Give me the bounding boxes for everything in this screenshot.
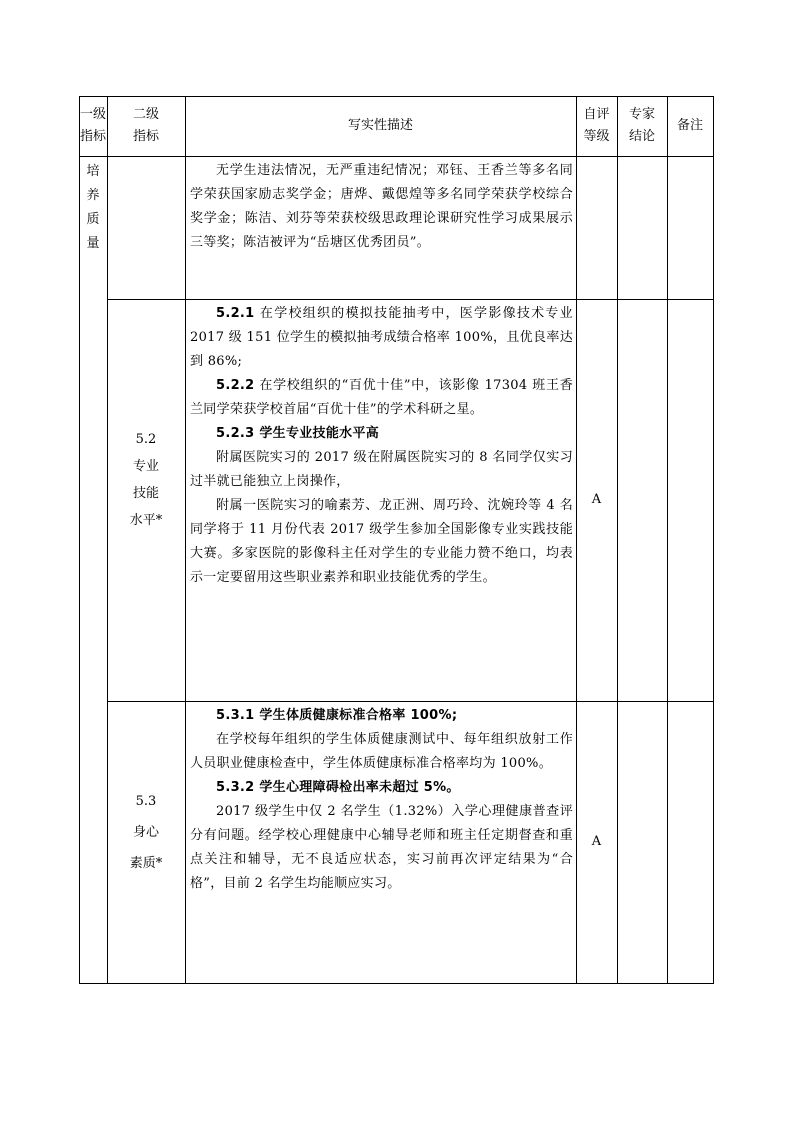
description-paragraph: 在学校每年组织的学生体质健康测试中、每年组织放射工作人员职业健康检查中，学生体质健康标准合格率均为 100%。	[190, 732, 573, 771]
clause-heading: 5.2.3 学生专业技能水平高	[216, 426, 380, 441]
header-divider	[79, 156, 714, 157]
label-line: 水平*	[129, 513, 163, 528]
col-divider	[185, 96, 186, 984]
clause-heading: 5.3.2 学生心理障碍检出率未超过 5%。	[216, 780, 460, 795]
row-divider	[107, 701, 714, 702]
table-border-bottom	[79, 983, 714, 984]
row2-level2-label	[107, 426, 185, 534]
row3-level2-label	[107, 786, 185, 879]
row-divider	[107, 299, 714, 300]
clause-text: 在学校组织的模拟技能抽考中，医学影像技术专业 2017 级 151 位学生的模拟抽考成绩合格率 100%，且优良率达到 86%;	[190, 306, 573, 369]
row2-self-grade: A	[591, 492, 602, 507]
label-line: 5.3	[135, 794, 157, 809]
description-paragraph: 附属医院实习的 2017 级在附属医院实习的 8 名同学仅实习过半就已能独立上岗操作，	[190, 450, 573, 489]
label-line: 专业	[132, 459, 159, 474]
label-line: 5.2	[135, 432, 157, 447]
header-level2: 二级 指标	[132, 107, 159, 144]
header-self-grade: 自评 等级	[583, 107, 610, 144]
label-line: 身心	[132, 825, 159, 840]
evaluation-table	[79, 96, 714, 984]
level1-char: 量	[86, 236, 100, 251]
clause-heading: 5.3.1 学生体质健康标准合格率 100%;	[216, 708, 458, 723]
header-expert-conclusion: 专家 结论	[628, 107, 655, 144]
label-line: 素质*	[129, 856, 163, 871]
table-border-right	[713, 96, 714, 984]
level1-char: 养	[86, 188, 100, 203]
description-paragraph: 附属一医院实习的喻素芳、龙正洲、周巧玲、沈婉玲等 4 名同学将于 11 月份代表 2017 级学生参加全国影像专业实践技能大赛。多家医院的影像科主任对学生的专业能力赞不绝口，均表示一定要留用这些职业素养和职业技能优秀的学生。	[190, 498, 573, 585]
row3-description	[190, 704, 573, 896]
clause-number: 5.2.2	[216, 378, 255, 393]
col-divider	[667, 96, 668, 984]
level1-char: 质	[86, 212, 100, 227]
label-line: 技能	[132, 486, 159, 501]
description-paragraph: 无学生违法情况，无严重违纪情况；邓钰、王香兰等多名同学荣获国家励志奖学金；唐烨、戴偲煌等多名同学荣获学校综合奖学金；陈洁、刘芬等荣获校级思政理论课研究性学习成果展示三等奖；陈洁被评为“岳塘区优秀团员”。	[190, 163, 573, 250]
description-paragraph	[190, 374, 573, 422]
header-level1: 一级 指标	[79, 107, 106, 144]
header-remarks: 备注	[676, 118, 703, 133]
clause-text: 在学校组织的“百优十佳”中，该影像 17304 班王香兰同学荣获学校首届“百优十佳”的学术科研之星。	[190, 378, 573, 417]
row1-description	[190, 159, 573, 255]
level1-indicator	[79, 160, 107, 256]
clause-number: 5.2.1	[216, 306, 255, 321]
col-divider	[617, 96, 618, 984]
row2-description	[190, 302, 573, 590]
row3-self-grade: A	[591, 834, 602, 849]
level1-char: 培	[86, 164, 100, 179]
description-paragraph: 2017 级学生中仅 2 名学生（1.32%）入学心理健康普查评分有问题。经学校心理健康中心辅导老师和班主任定期督查和重点关注和辅导，无不良适应状态，实习前再次评定结果为“合格”，目前 2 名学生均能顺应实习。	[190, 804, 573, 891]
description-paragraph	[190, 302, 573, 374]
header-description: 写实性描述	[347, 118, 413, 133]
